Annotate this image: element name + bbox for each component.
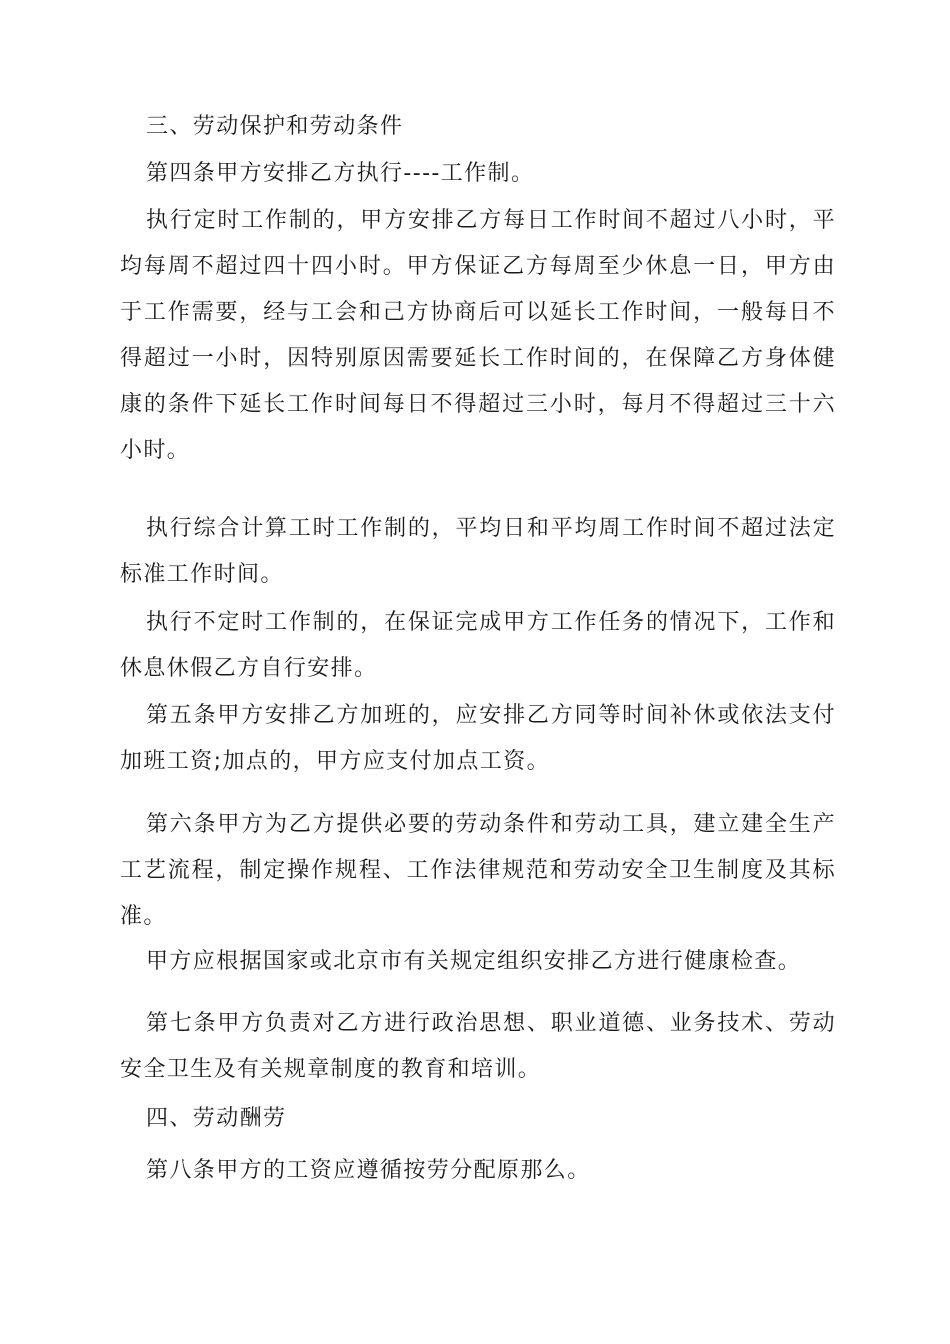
- article-8-paragraph: 第八条甲方的工资应遵循按劳分配原那么。: [146, 1158, 591, 1183]
- article-5-paragraph: 第五条甲方安排乙方加班的，应安排乙方同等时间补休或依法支付加班工资;加点的，甲方应支付加点工资。: [120, 703, 836, 774]
- article-4-paragraph: 第四条甲方安排乙方执行----工作制。: [146, 161, 535, 186]
- comprehensive-hours-paragraph: 执行综合计算工时工作制的，平均日和平均周工作时间不超过法定标准工作时间。: [120, 516, 836, 587]
- fixed-hours-paragraph: 执行定时工作制的，甲方安排乙方每日工作时间不超过八小时，平均每周不超过四十四小时。甲方保证乙方每周至少休息一日，甲方由于工作需要，经与工会和己方协商后可以延长工作时间，一般每日不得超过一小时，因特别原因需要延长工作时间的，在保障乙方身体健康的条件下延长工作时间每日不得超过三小时，每月不得超过三十六小时。: [120, 208, 836, 463]
- flexible-hours-paragraph: 执行不定时工作制的，在保证完成甲方工作任务的情况下，工作和休息休假乙方自行安排。: [120, 610, 836, 681]
- section-heading-labor-protection: 三、劳动保护和劳动条件: [146, 114, 404, 139]
- health-check-paragraph: 甲方应根据国家或北京市有关规定组织安排乙方进行健康检查。: [146, 949, 802, 974]
- article-7-paragraph: 第七条甲方负责对乙方进行政治思想、职业道德、业务技术、劳动安全卫生及有关规章制度的教育和培训。: [120, 1011, 836, 1082]
- article-6-paragraph: 第六条甲方为乙方提供必要的劳动条件和劳动工具，建立建全生产工艺流程，制定操作规程、工作法律规范和劳动安全卫生制度及其标准。: [120, 812, 836, 929]
- section-heading-remuneration: 四、劳动酬劳: [146, 1106, 287, 1131]
